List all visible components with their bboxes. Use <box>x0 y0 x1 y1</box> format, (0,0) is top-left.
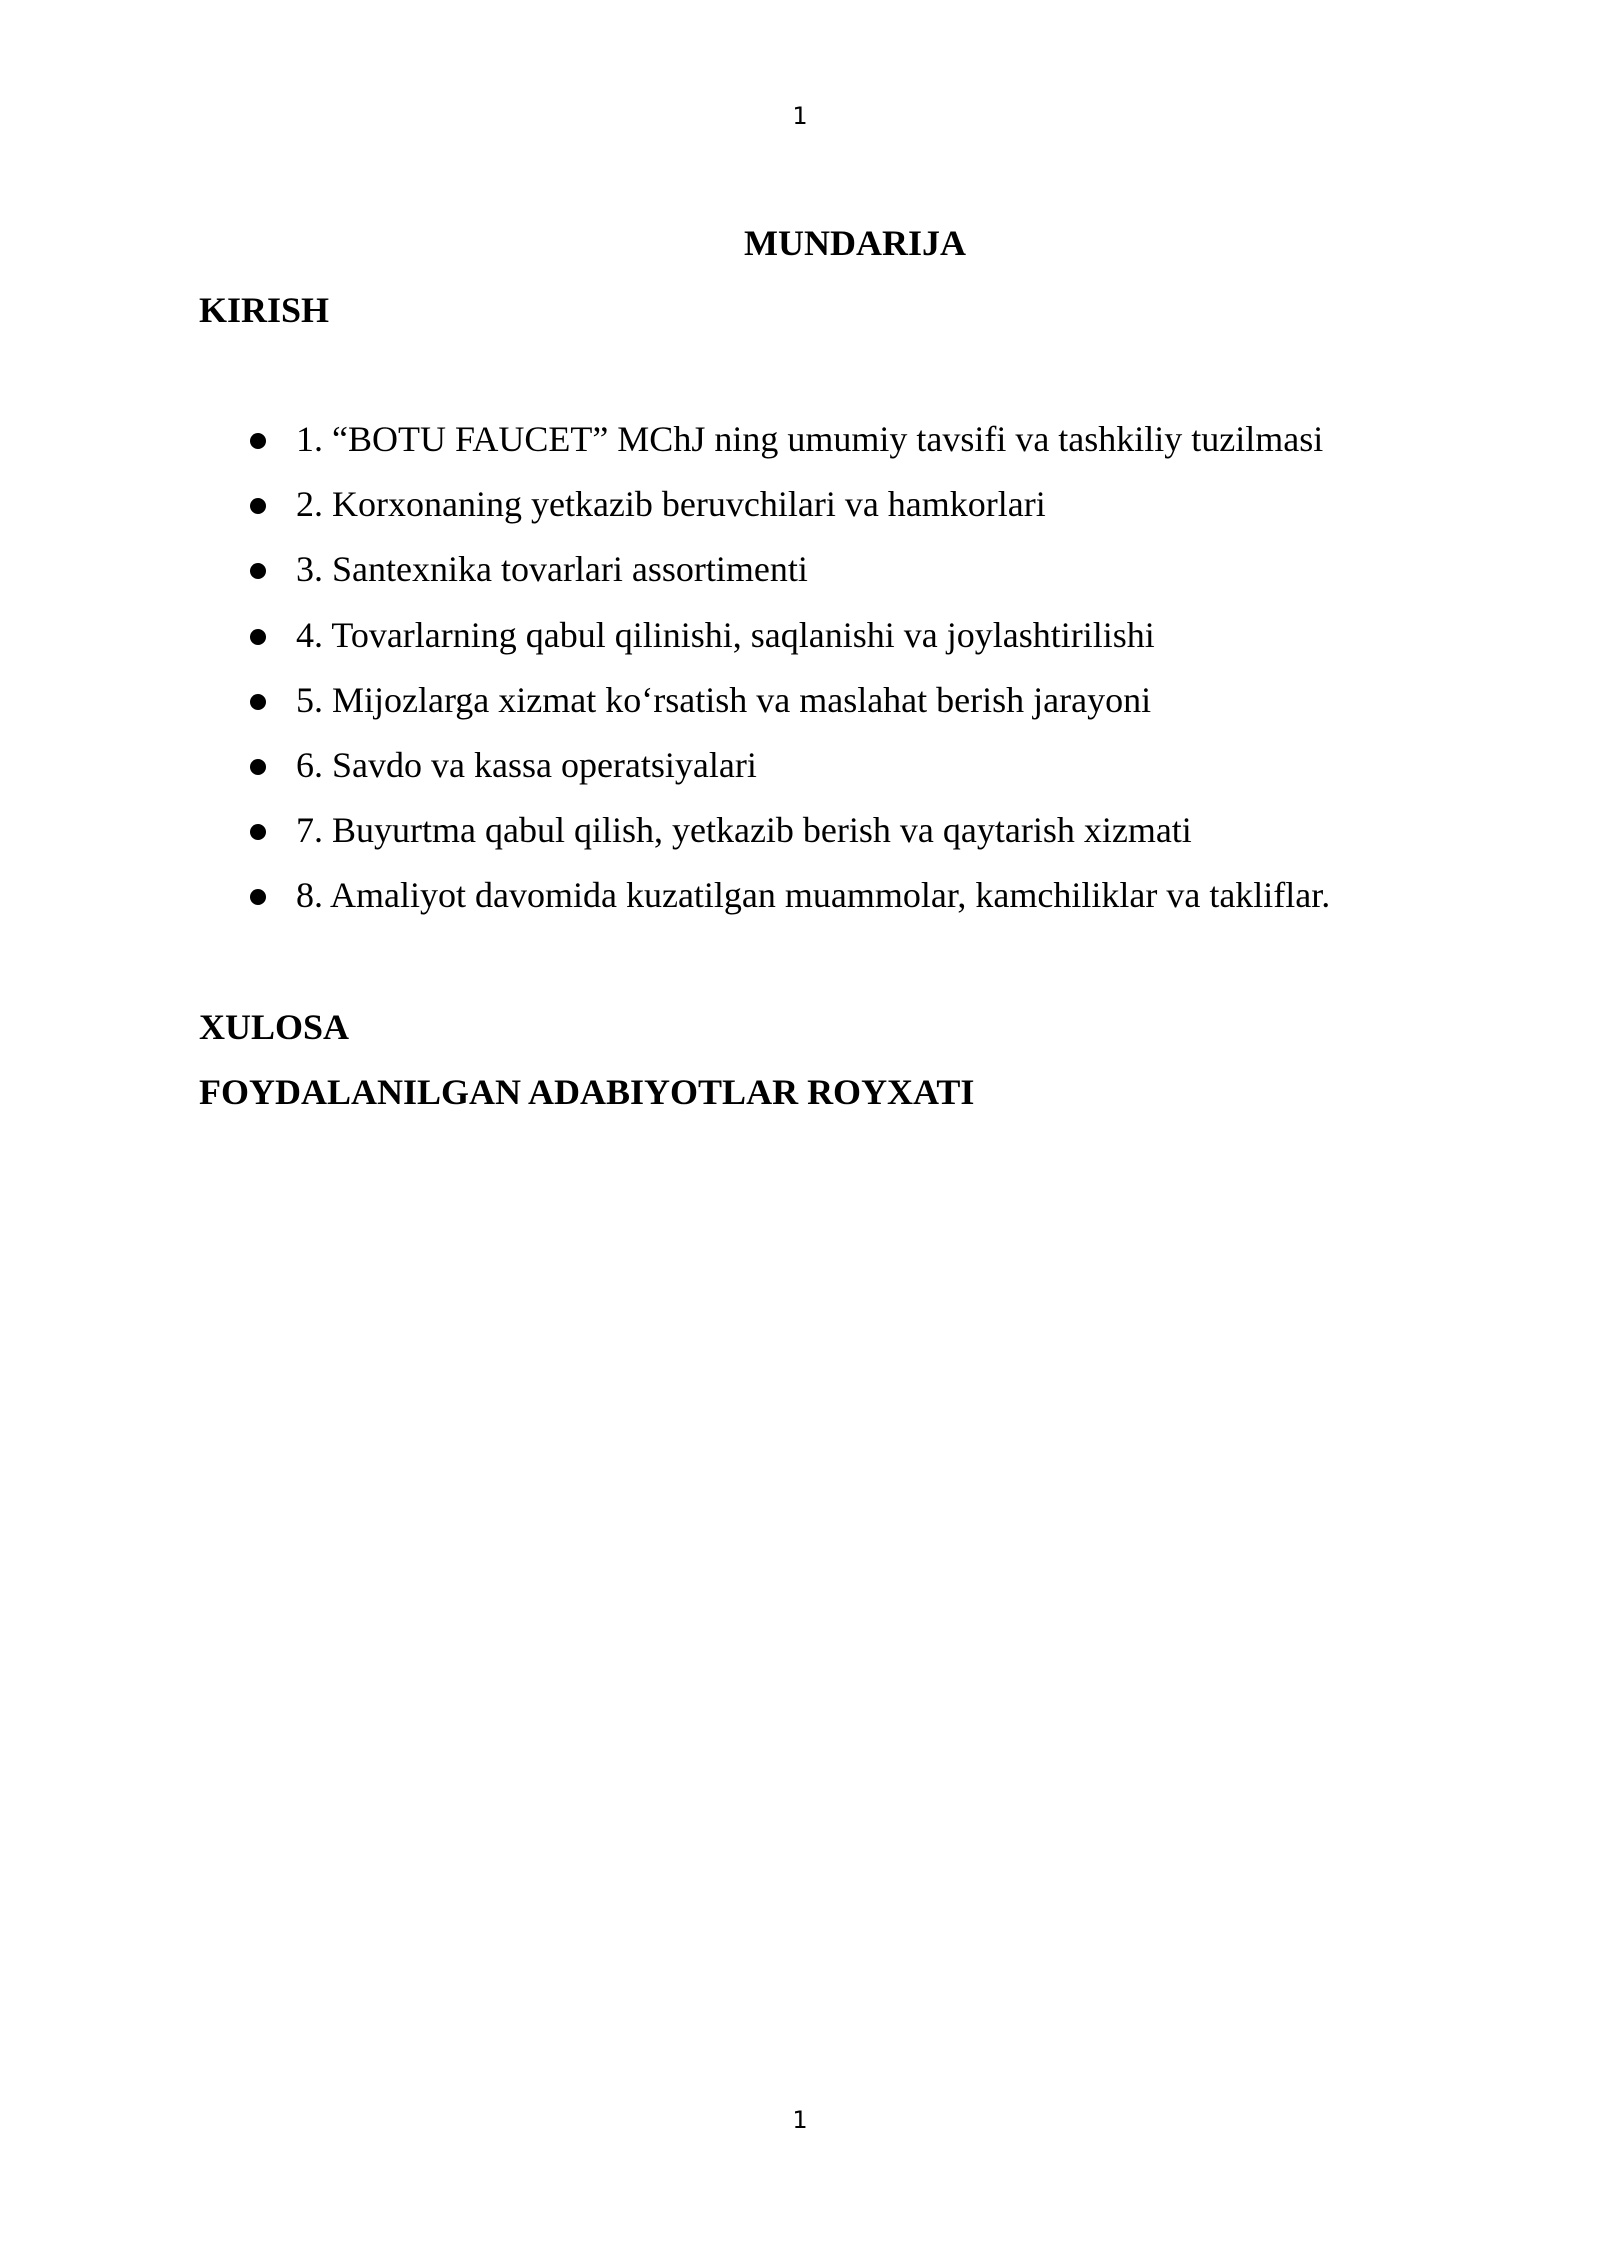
toc-conclusion-heading: XULOSA <box>199 1007 350 1047</box>
header-page-number: 1 <box>792 102 808 130</box>
toc-item-text: 7. Buyurtma qabul qilish, yetkazib berish va qaytarish xizmati <box>296 810 1192 851</box>
bullet-icon <box>250 433 266 449</box>
toc-title: MUNDARIJA <box>744 223 966 263</box>
toc-intro-heading: KIRISH <box>199 290 330 330</box>
bullet-icon <box>250 824 266 840</box>
toc-references-heading: FOYDALANILGAN ADABIYOTLAR ROYXATI <box>199 1072 975 1112</box>
bullet-icon <box>250 629 266 645</box>
toc-item-text: 5. Mijozlarga xizmat ko‘rsatish va maslahat berish jarayoni <box>296 679 1152 720</box>
bullet-icon <box>250 498 266 514</box>
toc-item-text: 1. “BOTU FAUCET” MChJ ning umumiy tavsifi va tashkiliy tuzilmasi <box>296 419 1324 459</box>
toc-item-text: 8. Amaliyot davomida kuzatilgan muammolar, kamchiliklar va takliflar. <box>296 875 1331 916</box>
bullet-icon <box>250 563 266 579</box>
toc-item-text: 2. Korxonaning yetkazib beruvchilari va hamkorlari <box>296 484 1046 525</box>
bullet-icon <box>250 694 266 710</box>
toc-item-text: 4. Tovarlarning qabul qilinishi, saqlanishi va joylashtirilishi <box>296 614 1155 655</box>
footer-page-number: 1 <box>792 2106 808 2134</box>
toc-item-text: 6. Savdo va kassa operatsiyalari <box>296 744 757 785</box>
bullet-icon <box>250 759 266 775</box>
bullet-icon <box>250 889 266 905</box>
toc-item-text: 3. Santexnika tovarlari assortimenti <box>296 549 808 590</box>
